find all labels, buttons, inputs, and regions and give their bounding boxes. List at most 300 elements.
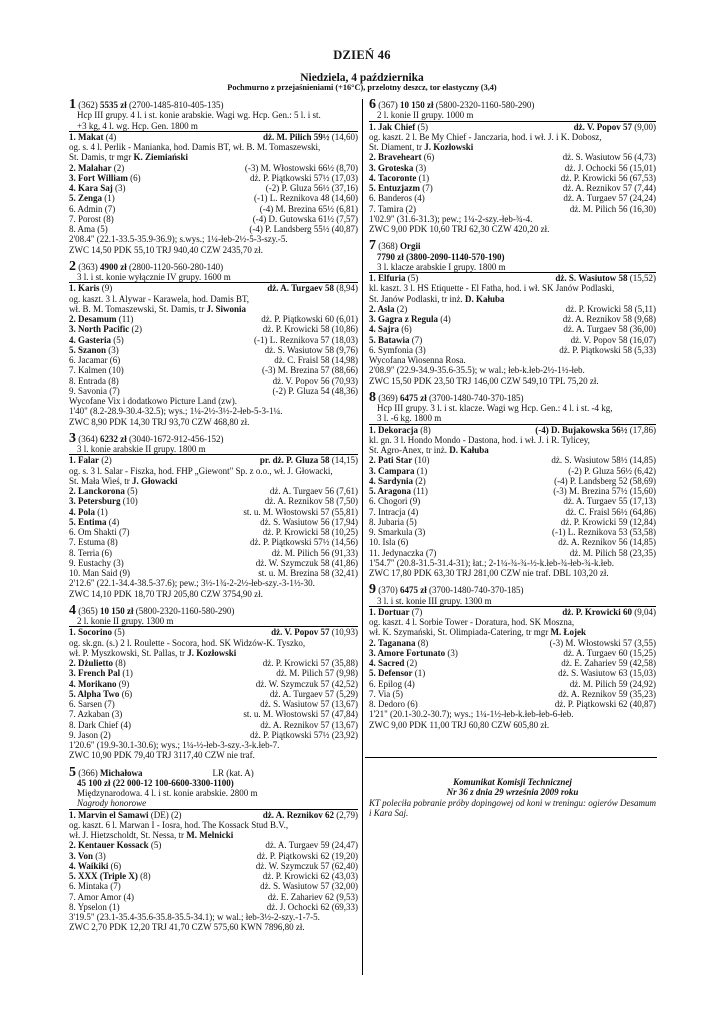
winner-row [69,282,358,293]
placing-rider: dż. P. Piątkowski 60 (6,01) [261,314,358,324]
placing-horse-cell [369,658,417,668]
placing-stall: (7) [108,881,121,892]
placing-horse: 3. Von [69,850,94,861]
race-block [69,602,358,761]
winner-odds: (15,52) [627,273,656,283]
race-conditions: Hcp III grupy. 4 l. i st. konie arabskie. Wagi wg. Hcp. Gen.: 5 l. i st. [77,110,321,121]
winner-pedigree: og. s. 3 l. Salar - Fiszka, hod. FHP „Giewont" Sp. z o.o., wł. J. Głowacki, [69,465,333,476]
placing-stall: (7) [102,203,116,214]
race-code: (362) [78,100,98,110]
placing-rider: dż. A. Turgaev 57 (24,24) [563,193,656,204]
placing-row [369,548,656,558]
placing-horse-cell [69,355,120,365]
placing-row [69,548,358,558]
placing-horse-cell [69,537,118,547]
owner-stable: St. Mała Wieś, tr [69,475,132,486]
placing-stall: (3) [413,344,426,355]
placing-stall: (1) [102,193,115,204]
placing-stall: (1) [416,172,430,183]
placing-horse: 10. Man Said [69,568,118,578]
placing-stall: (6) [399,324,412,335]
placing-stall: (5) [95,224,108,234]
placing-row [69,507,358,517]
placing-rider: dż. J. Ochocki 56 (15,01) [564,162,656,173]
winner-owner-trainer [69,476,358,486]
placing-horse-cell [369,527,425,537]
placing-horse: 7. Tamira [369,203,404,214]
placing-rider: dż. A. Reznikov 58 (9,68) [562,314,656,324]
placing-horse-cell [369,486,428,496]
placing-stall: (8) [137,871,151,881]
winner-jockey: dż. V. Popov 57 [271,627,330,638]
placing-row [69,720,358,730]
placing-rider: dż. P. Krowicki 57 (35,88) [262,658,358,668]
winner-stall: (5) [112,627,125,638]
placing-row [369,152,656,162]
placing-rider: dż. A. Turgaev 57 (5,29) [269,688,358,699]
winner-stall: (7) [409,606,423,617]
placing-row [69,689,358,699]
placing-stall: (4) [106,516,120,527]
placing-horse-cell [69,840,161,850]
placing-row [69,679,358,689]
race-time-payouts: ZWC 17,80 PDK 63,30 TRJ 281,00 CZW nie traf. DBL 103,20 zł. [369,568,609,578]
race-code: (368) [378,241,398,252]
placing-horse: 5. Defensor [369,668,413,679]
winner-row [369,121,656,132]
race-block [369,389,656,579]
winner-jockey: pr. dż. P. Gluza 58 [259,455,330,466]
placing-rider: dż. A. Reznikov 57 (13,67) [260,719,358,730]
placing-rider: dż. W. Szymczuk 58 (41,86) [255,557,358,568]
winner-horse-cell [369,122,428,132]
komunikat-notice [369,777,656,818]
placing-rider: dż. M. Pilich 56 (16,30) [569,203,656,214]
placing-horse: 8. Ama [69,224,95,234]
race-conditions: Międzynarodowa. 4 l. i st. konie arabskie. 2800 m [77,788,258,798]
placing-rider: (-3) M. Włostowski 66½ (8,70) [244,162,358,173]
placing-horse-cell [369,183,433,193]
placing-rider: dż. A. Turgaev 60 (15,25) [563,647,656,658]
placing-stall: (7) [116,527,130,537]
placing-stall: (6) [405,699,418,709]
winner-pedigree: og. kaszt. 6 l. Marwan I - Iosra, hod. The Kossack Stud B.V., [69,819,289,830]
weather-line: Pochmurno z przejaśnieniami (+16°C), przelotny deszcz, tor elastyczny (3,4) [227,83,497,92]
placing-rider: dż. P. Krowicki 56 (67,53) [560,172,656,183]
winner-horse: 1. Jak Chief [369,121,416,132]
placing-rider: st. u. M. Włostowski 57 (55,81) [243,506,358,517]
winner-row [69,454,358,465]
placing-horse-cell [369,304,407,314]
placing-row [69,668,358,678]
placing-rider: dż. P. Krowicki 58 (5,11) [565,303,656,314]
placing-row [69,558,358,568]
placing-row [369,658,656,668]
placing-rider: (-2) P. Gluza 56½ (6,42) [568,465,656,476]
placing-rider: dż. P. Piątkowski 62 (40,87) [554,699,656,709]
placing-horse: 4. Sajra [369,324,399,335]
race-header [369,389,656,405]
race-code: (364) [78,433,98,444]
placing-horse: 2. Asla [369,303,395,314]
winner-odds: (2,79) [334,809,358,820]
owner-stable: wł. B. M. Tomaszewski, St. Damis, tr [69,303,207,314]
placing-rider: dż. M. Pilich 57 (9,98) [276,668,358,679]
placing-horse-cell [369,699,418,709]
placing-stall: (11) [116,314,134,324]
placing-horse: 6. Sarsen [69,699,102,709]
right-column [369,97,656,737]
winner-owner-trainer [69,830,358,840]
komunikat-divider [365,757,657,758]
placing-rider: dż. E. Zahariev 59 (42,58) [561,658,656,668]
placing-row [69,324,358,334]
placing-rider: dż. A. Reznikov 58 (7,50) [264,496,358,507]
placing-stall: (6) [99,547,112,558]
winner-pedigree: og. kaszt. 3 l. Alywar - Karawela, hod. Damis BT, [69,293,250,304]
placing-row [369,173,656,183]
placing-horse-cell [369,314,451,324]
placing-horse: 6. Mintaka [69,881,108,892]
placing-rider: dż. P. Piątkowski 57½ (17,03) [250,172,358,183]
placing-row [369,679,656,689]
left-column [69,97,358,940]
placing-stall: (2) [394,303,408,314]
placing-row [69,173,358,183]
race-prize: 4900 zł [100,261,127,272]
race-number: 6 [369,97,376,112]
placing-horse: 7. Amor Amor [69,891,122,902]
winner-horse-cell [369,273,418,283]
race-header [69,97,358,112]
winner-horse-cell [369,607,422,617]
placing-horse: 8. Dedoro [369,699,405,709]
race-split: (2800-1120-560-280-140) [129,261,224,272]
winner-pedigree: kl. gn. 3 l. Hondo Mondo - Dastona, hod. i wł. J. i R. Tylicey, [369,434,590,445]
placing-row [69,355,358,365]
race-number: 8 [369,389,376,405]
placing-stall: (6) [395,537,409,548]
placing-rider: dż. A. Turgaev 56 (7,61) [269,486,358,496]
placing-stall: (6) [421,152,435,163]
placing-stall: (6) [127,172,141,183]
winner-pedigree: og. s. 4 l. Perlik - Manianka, hod. Damis BT, wł. B. M. Tomaszewski, [69,142,321,152]
winner-horse-cell [369,425,431,435]
winner-horse-cell [69,810,182,820]
race-prize: 10 150 zł [100,605,134,616]
placing-stall: (10) [106,365,124,376]
race-category: LR (kat. A) [212,767,254,778]
placing-horse-cell [69,527,130,537]
winner-stall: (5) [415,121,429,132]
owner-stable: St. Janów Podlaski, tr inż. [369,293,465,304]
race-time-payouts: ZWC 8,90 PDK 14,30 TRJ 93,70 CZW 468,80 zł. [69,416,250,427]
placing-row [369,486,656,496]
race-time-payouts: ZWC 9,00 PDK 11,00 TRJ 60,80 CZW 605,80 zł. [369,719,550,730]
placing-horse-cell [69,699,115,709]
trainer-name: J. Głowacki [131,475,178,486]
race-time-payouts: 1'20.6" (19.9-30.1-30.6); wys.; 1¼-½-łeb-3-szy.-3-k.łeb-7. [69,740,280,750]
trainer-name: K. Ziemiański [133,152,189,163]
trainer-name: D. Kałuba [449,445,489,455]
placing-horse-cell [69,658,126,668]
placing-stall: (10) [120,496,138,507]
placing-row [69,840,358,850]
placing-rider: dż. A. Reznikov 59 (35,23) [558,688,656,699]
placing-rider: dż. W. Szymczuk 57 (42,52) [255,678,358,689]
race-split: (3700-1480-740-370-185) [429,392,524,403]
placing-horse: 2. Braveheart [369,152,422,163]
placing-horse: 3. Amore Fortunato [369,647,446,658]
placing-horse-cell [69,486,138,496]
placing-rider: dż. P. Krowicki 59 (12,84) [560,516,656,527]
placing-stall: (3) [109,709,123,720]
race-header [69,602,358,618]
placing-horse-cell [69,668,133,678]
race-code: (366) [78,767,98,778]
placing-row [69,517,358,527]
race-conditions: 3 l. i st. konie wyłącznie IV grupy. 1600 m [77,272,231,282]
placing-rider: dż. C. Fraisl 58 (14,98) [274,355,358,365]
placing-stall: (3) [413,162,427,173]
winner-rider-cell [555,273,656,283]
komunikat-title: Komunikat Komisji Technicznej [453,777,572,787]
placing-stall: (5) [111,334,124,345]
day-heading: DZIEŃ 46 [333,48,391,62]
race-conditions: 3 l. i st. konie III grupy. 1300 m [377,595,492,606]
placing-row [369,314,656,324]
race-note: Wycofane Vix i dodatkowo Picture Land (zw). [69,396,237,406]
placing-horse: 3. Fort William [69,172,128,183]
winner-horse: 1. Socorino [69,627,113,638]
placing-horse: 6. Banderos [369,193,412,204]
placing-row [369,466,656,476]
winner-horse: 1. Makat [69,131,104,142]
placing-horse: 2. Lanckorona [69,486,125,496]
placing-horse: 6. Chogori [369,496,408,507]
race-number: 4 [69,602,76,618]
placing-horse-cell [369,517,417,527]
winner-row [69,131,358,142]
winner-horse-cell [69,627,125,637]
placing-row [69,214,358,224]
placing-horse-cell [369,193,425,203]
placing-horse: 5. Zenga [69,193,103,204]
placing-row [69,902,358,912]
race-block [69,258,358,427]
placing-stall: (2) [111,162,125,173]
placing-row [69,204,358,214]
race-time-payouts: 1'54.7" (20.8-31.5-31.4-31); łat.; 2-1¼-¾-¾-½-k.łeb-¾-łeb-¾-k.łeb. [369,557,614,568]
placing-horse: 3. Groteska [369,162,414,173]
placing-rider: dż. M. Pilich 59 (24,92) [569,678,656,689]
placing-stall: (5) [124,486,138,496]
trainer-name: J. Kozłowski [424,142,474,152]
race-conditions: 3 l. konie arabskie II grupy. 1800 m [77,444,206,454]
winner-stall: (DE) (2) [148,809,182,820]
race-split: (3040-1672-912-456-152) [129,433,224,444]
placing-horse: 3. French Pal [69,668,121,679]
race-time-payouts: 3'19.5" (23.1-35.4-35.6-35.8-35.5-34.1); w wal.; łeb-3½-2-szy.-1-7-5. [69,912,320,922]
placing-rider: dż. J. Ochocki 62 (69,33) [266,901,358,912]
placing-rider: dż. C. Fraisl 56½ (64,86) [565,506,656,517]
placing-stall: (2) [403,203,416,214]
placing-horse-cell [69,365,124,375]
race-header [69,764,358,780]
placing-rider: dż. A. Turgaev 59 (24,47) [265,840,358,851]
placing-row [369,193,656,203]
race-time-payouts: ZWC 10,90 PDK 79,40 TRJ 3117,40 CZW nie traf. [69,750,255,761]
owner-stable: St. Agro-Anex, tr inż. [369,445,450,455]
placing-stall: (8) [105,537,118,548]
race-award: Nagrody honorowe [77,798,147,809]
winner-row [69,809,358,820]
trainer-name: M. Łojek [550,627,586,638]
placing-stall: (5) [390,688,404,699]
placing-horse-cell [69,548,112,558]
race-prize-split: 45 100 zł (22 000-12 100-6600-3300-1100) [77,777,234,788]
placing-rider: dż. S. Wasiutow 56 (4,73) [562,152,656,163]
race-split: (3700-1480-740-370-185) [429,585,524,596]
placing-stall: (1) [412,668,426,679]
winner-odds: (9,00) [632,121,656,132]
placing-stall: (3) [445,647,458,658]
placing-row [369,648,656,658]
placing-horse-cell [369,648,458,658]
race-time-payouts: 1'02.9" (31.6-31.3); pew.; 1¼-2-szy.-łeb-¾-4. [369,213,533,224]
placing-horse-cell [369,204,416,214]
race-prize: Michałowa [100,767,143,778]
placing-stall: (2) [413,475,426,486]
placing-horse: 8. Terria [69,547,100,558]
race-conditions: 2 l. konie II grupy. 1000 m [377,110,474,121]
placing-horse: 4. Sardynia [369,475,414,486]
placing-row [369,345,656,355]
race-time-payouts: ZWC 2,70 PDK 12,20 TRJ 41,70 CZW 575,60 KWN 7896,80 zł. [69,922,305,933]
race-header [369,582,656,598]
placing-horse-cell [369,507,418,517]
race-block [69,430,358,599]
placing-stall: (2) [98,729,111,740]
komunikat-text: KT poleciła pobranie próby dopingowej od koni w treningu: ogierów Desamum i Kara Saj. [369,797,656,818]
placing-horse: 2. Dżulietto [69,658,113,668]
placing-horse-cell [69,163,124,173]
placing-horse-cell [369,455,430,465]
winner-horse: 1. Falar [69,455,99,466]
winner-pedigree: og. kaszt. 2 l. Be My Chief - Janczaria, hod. i wł. J. i K. Dobosz, [369,131,602,142]
race-code: (369) [378,392,398,403]
placing-horse-cell [69,386,120,396]
race-time-payouts: 1'40" (8.2-28.9-30.4-32.5); wys.; 1¼-2½-3½-2-łeb-5-3-1¼. [69,406,283,417]
placing-stall: (5) [404,516,417,527]
winner-jockey: (-4) D. Bujakowska 56½ [535,424,628,435]
race-block [69,97,358,255]
placing-stall: (1) [120,668,133,679]
race-conditions: Hcp III grupy. 3 l. i st. klacze. Wagi wg Hcp. Gen.: 4 l. i st. -4 kg, [377,403,613,413]
placing-horse-cell [69,345,119,355]
winner-odds: (9,04) [632,606,656,617]
placing-horse-cell [369,163,426,173]
winner-horse: 1. Elfuria [369,273,406,283]
placing-stall: (9) [117,568,130,578]
placing-rider: dż. P. Krowicki 62 (43,03) [262,871,358,881]
trainer-name: J. Kozłowski [187,647,237,658]
placing-rider: dż. E. Zahariev 62 (9,53) [267,891,358,902]
winner-rider-cell [535,425,656,435]
winner-pedigree: og. sk.gn. (s.) 2 l. Roulette - Socora, hod. SK Widzów-K. Tyszko, [69,637,306,648]
placing-horse-cell [69,689,132,699]
placing-horse-cell [69,871,151,881]
placing-horse-cell [369,345,426,355]
placing-rider: (-3) M. Włostowski 57 (3,55) [549,637,656,648]
race-note: Wycofana Wiosenna Rosa. [369,355,466,365]
race-header [69,258,358,274]
winner-jockey: dż. A. Reznikov 62 [262,809,334,820]
placing-stall: (1) [106,901,120,912]
race-time-payouts: 2'08.4" (22.1-33.5-35.9-36.9); s.wys.; 1¼-łeb-2½-5-3-szy.-5. [69,234,288,245]
placing-row [69,183,358,193]
placing-horse-cell [69,183,126,193]
placing-stall: (6) [107,355,121,365]
placing-stall: (7) [420,183,433,193]
placing-horse: 7. Kalmen [69,365,107,376]
placing-rider: dż. M. Pilich 56 (91,33) [271,547,358,558]
trainer-name: J. Siwonia [206,303,246,314]
placing-horse: 2. Pati Star [369,455,413,466]
placing-horse-cell [69,173,141,183]
placing-horse-cell [69,314,133,324]
placing-horse: 6. Epilog [369,678,402,689]
trainer-name: M. Melnicki [186,830,234,840]
placing-stall: (4) [438,314,451,324]
placing-stall: (2) [129,324,142,335]
placing-row [369,517,656,527]
placing-rider: dż. A. Turgaev 58 (36,00) [563,324,656,335]
placing-row [69,881,358,891]
placing-stall: (3) [412,527,426,537]
placing-row [369,638,656,648]
winner-stall: (4) [103,131,117,142]
placing-horse: 2. Taganana [369,637,416,648]
race-split: (5800-2320-1160-580-290) [435,100,535,110]
winner-rider-cell [271,627,358,637]
race-conditions: 3 l. -6 kg. 1800 m [377,413,442,424]
placing-row [369,699,656,709]
placing-horse-cell [369,152,434,162]
placing-rider: dż. P. Krowicki 58 (10,86) [262,324,358,335]
placing-row [69,376,358,386]
placing-rider: dż. P. Krowicki 58 (10,25) [262,527,358,537]
race-time-payouts: 1'21" (20.1-30.2-30.7); wys.; 1¼-1½-łeb-k.łeb-łeb-6-łeb. [369,709,574,720]
placing-horse: 5. Batawia [369,334,410,345]
placing-row [69,851,358,861]
placing-stall: (4) [412,193,425,204]
placing-row [369,304,656,314]
placing-stall: (7) [423,547,437,558]
race-code: (365) [78,605,98,616]
placing-row [369,689,656,699]
winner-pedigree: og. kaszt. 4 l. Sorbie Tower - Doratura, hod. SK Moszna, [369,617,575,627]
winner-owner-trainer [369,627,656,637]
placing-horse: 4. Morikano [69,678,117,689]
placing-row [369,668,656,678]
race-time-payouts: 2'12.6" (22.1-34.4-38.5-37.6); pew.; 3½-1¾-2-2½-łeb-szy.-3-1½-30. [69,578,315,589]
placing-horse: 6. Admin [69,203,103,214]
placing-rider: dż. V. Popov 58 (16,07) [570,334,656,345]
race-block [369,238,656,386]
race-conditions: 2 l. konie II grupy. 1300 m [77,616,174,626]
placing-row [369,476,656,486]
